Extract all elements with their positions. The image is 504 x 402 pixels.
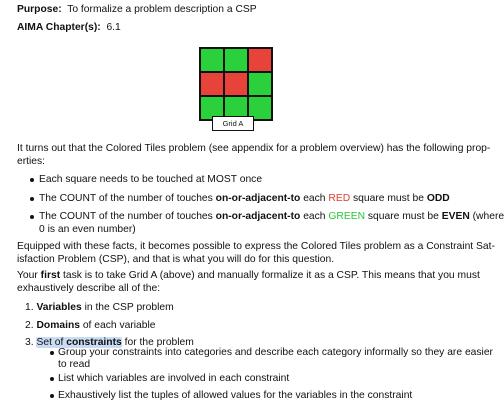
li1-bold: Variables bbox=[36, 302, 82, 313]
bullet-dot bbox=[50, 377, 54, 381]
aima-label: AIMA Chapter(s): bbox=[17, 22, 101, 33]
property-bullet-3 bbox=[39, 210, 504, 223]
aima-line bbox=[17, 21, 121, 34]
grid-cell-green bbox=[249, 73, 271, 95]
sub-bullet-2: List which variables are involved in each constraint bbox=[58, 373, 290, 384]
bullet-dot bbox=[30, 197, 34, 201]
p3-first: first bbox=[40, 270, 61, 281]
p3-your: Your bbox=[17, 270, 41, 281]
b3-green-word: GREEN bbox=[328, 211, 366, 222]
b3-even: EVEN bbox=[441, 211, 470, 222]
grid-cell-red bbox=[225, 73, 247, 95]
b2-odd: ODD bbox=[426, 193, 450, 204]
property-bullet-3-cont: 0 is an even number) bbox=[39, 224, 136, 235]
list-item-variables bbox=[25, 301, 174, 314]
li1-rest: in the CSP problem bbox=[81, 302, 174, 313]
para2-line-1: Equipped with these facts, it becomes possible to express the Colored Tiles problem as a Constraint Sat- bbox=[17, 241, 495, 252]
li2-bold: Domains bbox=[36, 320, 80, 331]
para2-line-2: isfaction Problem (CSP), and that is what you will do for this question. bbox=[17, 254, 335, 265]
property-bullet-2 bbox=[39, 192, 450, 205]
grid-a-caption: Grid A bbox=[212, 116, 254, 131]
li2-num: 2. bbox=[25, 320, 34, 331]
bullet-dot bbox=[30, 215, 34, 219]
li1-num: 1. bbox=[25, 302, 34, 313]
li3-num: 3. bbox=[25, 337, 34, 348]
li2-rest: of each variable bbox=[79, 320, 156, 331]
list-item-domains bbox=[25, 319, 156, 332]
purpose-text: To formalize a problem description a CSP bbox=[67, 4, 257, 15]
li3-rest: for the problem bbox=[121, 337, 194, 348]
bullet-dot bbox=[50, 351, 54, 355]
property-bullet-1: Each square needs to be touched at MOST once bbox=[39, 174, 263, 185]
grid-a-figure bbox=[199, 47, 273, 121]
grid-cell-green bbox=[225, 49, 247, 71]
grid-cell-green bbox=[201, 49, 223, 71]
li3-bold-highlighted: constraints bbox=[66, 337, 122, 348]
b3-bold: on-or-adjacent-to bbox=[215, 211, 301, 222]
sub-bullet-1-cont: to read bbox=[58, 359, 91, 370]
grid-cell-red bbox=[201, 73, 223, 95]
b3-tail: (where bbox=[469, 211, 504, 222]
aima-text: 6.1 bbox=[106, 22, 121, 33]
p3-rest: task is to take Grid A (above) and manually formalize it as a CSP. This means that you must bbox=[60, 270, 480, 281]
b3-mid2: square must be bbox=[365, 211, 442, 222]
bullet-dot bbox=[50, 394, 54, 398]
b2-red-word: RED bbox=[328, 193, 351, 204]
b2-pre: The COUNT of the number of touches bbox=[39, 193, 216, 204]
li3-pre: Set of bbox=[36, 337, 67, 348]
grid-cell-red bbox=[249, 49, 271, 71]
intro-line-1: It turns out that the Colored Tiles problem (see appendix for a problem overview) has the following prop- bbox=[17, 143, 491, 154]
purpose-line bbox=[17, 3, 257, 16]
b2-bold: on-or-adjacent-to bbox=[215, 193, 301, 204]
bullet-dot bbox=[30, 178, 34, 182]
para3-line-2: exhaustively describe all of the: bbox=[17, 283, 161, 294]
b2-mid2: square must be bbox=[350, 193, 427, 204]
b3-pre: The COUNT of the number of touches bbox=[39, 211, 216, 222]
b2-mid: each bbox=[300, 193, 329, 204]
b3-mid: each bbox=[300, 211, 329, 222]
para3-line-1 bbox=[17, 269, 480, 282]
sub-bullet-3: Exhaustively list the tuples of allowed values for the variables in the constraint bbox=[58, 390, 413, 401]
intro-line-2: erties: bbox=[17, 156, 46, 167]
purpose-label: Purpose: bbox=[17, 4, 62, 15]
sub-bullet-1: Group your constraints into categories and describe each category informally so they are easier bbox=[58, 347, 493, 358]
